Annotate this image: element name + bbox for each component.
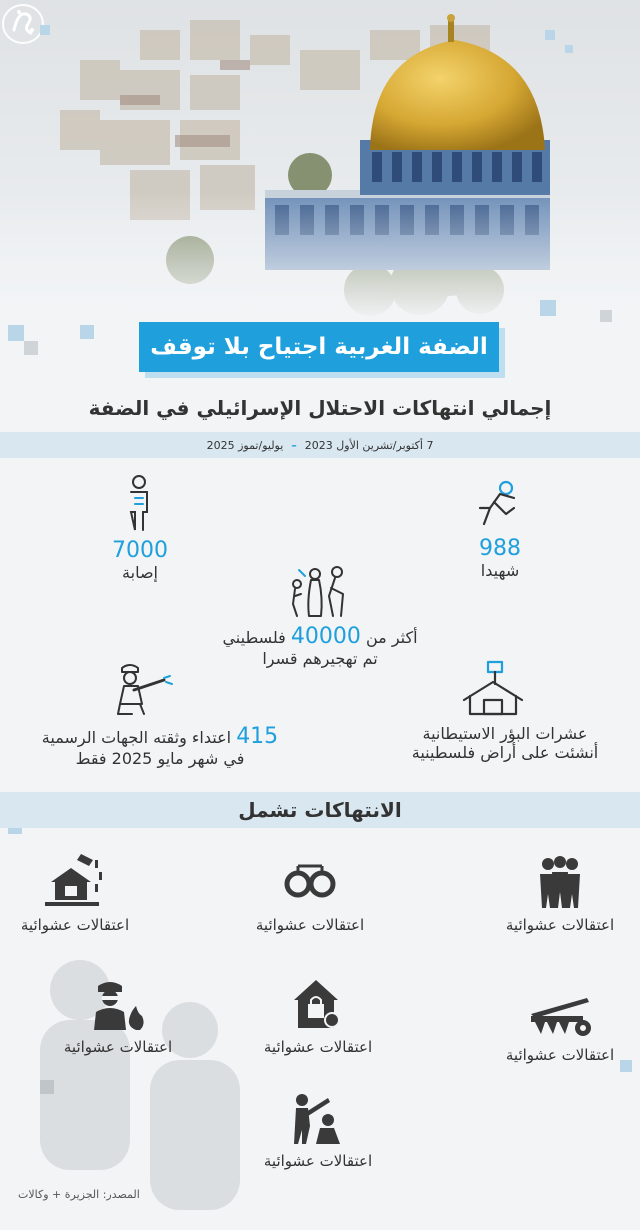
stat-injuries (80, 538, 200, 582)
martyrs-number: 988 (479, 536, 521, 561)
aljazeera-logo (0, 0, 46, 46)
violation-label: اعتقالات عشوائية (505, 1046, 615, 1064)
violation-item (218, 970, 418, 1056)
injuries-label: إصابة (122, 563, 158, 582)
stat-attacks (30, 724, 290, 768)
decor-square (40, 25, 50, 35)
decor-square (545, 30, 555, 40)
decor-square (24, 341, 38, 355)
decor-square (540, 300, 556, 316)
stat-outposts (380, 724, 630, 762)
violation-item (460, 848, 640, 934)
decor-square (600, 310, 612, 322)
violation-label: اعتقالات عشوائية (263, 1038, 373, 1056)
soldier-icon (110, 660, 174, 718)
violation-label: اعتقالات عشوائية (255, 916, 365, 934)
displaced-line2: تم تهجيرهم قسرا (262, 649, 378, 668)
violation-item (18, 970, 218, 1056)
bulldozer-house-icon (41, 850, 109, 910)
displaced-number: 40000 (290, 624, 361, 649)
violation-label: اعتقالات عشوائية (263, 1152, 373, 1170)
gunpoint-icon (288, 1090, 348, 1146)
date-separator: – (291, 438, 297, 452)
fallen-person-icon (470, 478, 526, 530)
date-end: يوليو/تموز 2025 (206, 438, 284, 452)
settlement-icon (460, 660, 526, 718)
violation-label: اعتقالات عشوائية (20, 916, 130, 934)
plough-icon (527, 994, 593, 1040)
violation-label: اعتقالات عشوائية (63, 1038, 173, 1056)
decor-square (80, 325, 94, 339)
injured-person-icon (124, 474, 154, 534)
attacks-line2: في شهر مايو 2025 فقط (75, 749, 245, 768)
main-title: الضفة الغربية اجتياح بلا توقف (139, 322, 499, 372)
violation-item (460, 978, 640, 1064)
displaced-prefix: أكثر من (365, 628, 418, 647)
violation-item (218, 1084, 418, 1170)
crowd-icon (532, 854, 588, 910)
violation-item (210, 848, 410, 934)
displaced-suffix: فلسطيني (222, 628, 286, 647)
violation-item (0, 848, 175, 934)
stat-martyrs (440, 536, 560, 580)
decor-square (8, 325, 24, 341)
hero-image (0, 0, 640, 320)
date-start: 7 أكتوبر/تشرين الأول 2023 (304, 438, 434, 452)
decor-square (565, 45, 573, 53)
locked-house-icon (290, 976, 346, 1032)
injuries-number: 7000 (112, 538, 168, 563)
source-note: المصدر: الجزيرة + وكالات (18, 1188, 140, 1201)
violations-heading: الانتهاكات تشمل (0, 792, 640, 828)
violation-label: اعتقالات عشوائية (505, 916, 615, 934)
attacks-number: 415 (236, 724, 279, 749)
outposts-line2: أنشئت على أراض فلسطينية (411, 743, 599, 762)
date-range (0, 432, 640, 458)
martyrs-label: شهيدا (480, 561, 520, 580)
subtitle: إجمالي انتهاكات الاحتلال الإسرائيلي في الضفة (88, 396, 552, 420)
displaced-family-icon (285, 564, 351, 620)
handcuffs-icon (282, 854, 338, 910)
stat-displaced (170, 624, 470, 668)
outposts-line1: عشرات البؤر الاستيطانية (422, 724, 588, 743)
arson-icon (88, 976, 148, 1032)
attacks-line1: اعتداء وثقته الجهات الرسمية (41, 728, 232, 747)
